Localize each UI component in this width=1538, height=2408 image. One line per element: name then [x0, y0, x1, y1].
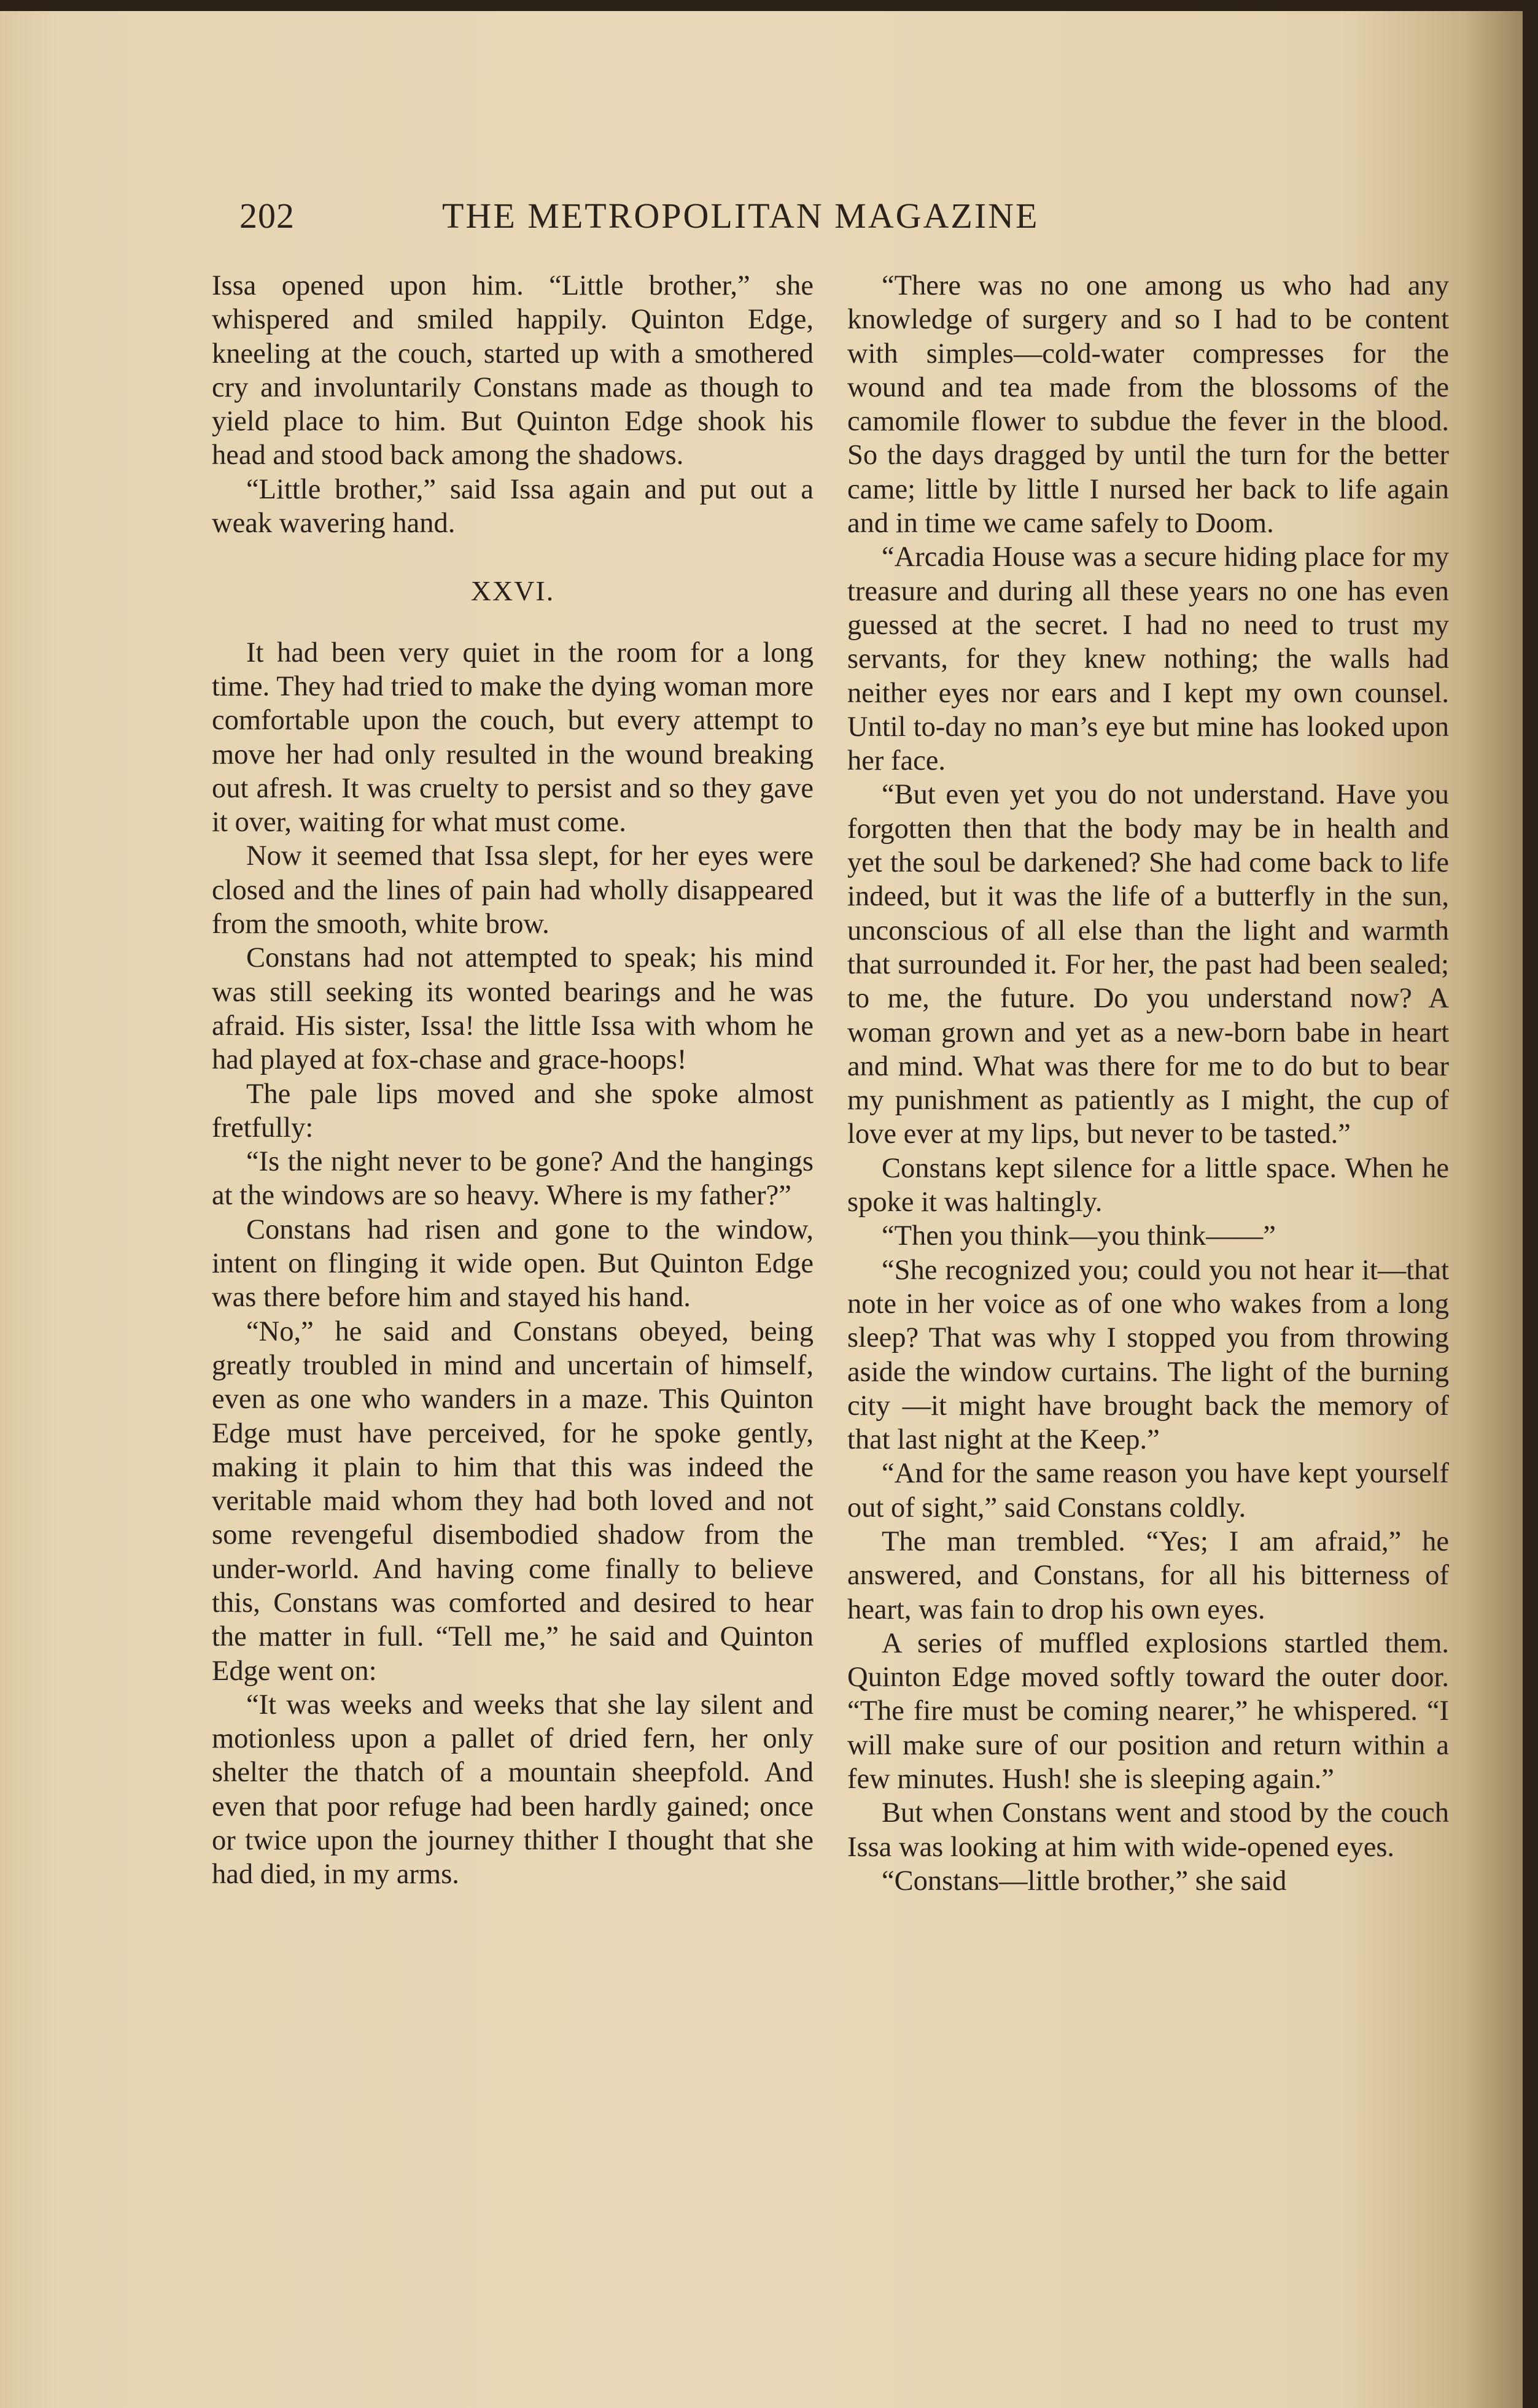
- paragraph: “And for the same reason you have kept yourself out of sight,” said Constans coldly.: [847, 1458, 1449, 1523]
- left-column: [212, 269, 814, 1892]
- paragraph: “Is the night never to be gone? And the hangings at the windows are so heavy. Where is my father?”: [212, 1146, 814, 1212]
- paragraph: “Constans—little brother,” she said: [882, 1865, 1287, 1897]
- paragraph: But when Constans went and stood by the couch Issa was looking at him with wide-opened eyes.: [847, 1797, 1449, 1863]
- page-number: 202: [239, 196, 295, 236]
- paragraph: A series of muffled explosions startled them. Quinton Edge moved softly toward the outer door. “The fire must be coming nearer,” he whispered. “I will make sure of our position and return within a few minutes. Hush! she is sleeping again.”: [847, 1627, 1449, 1795]
- paragraph: “It was weeks and weeks that she lay silent and motionless upon a pallet of dried fern, her only shelter the thatch of a mountain sheepfold. And even that poor refuge had been hardly gained; once or twice upon the journey thither I thought that she had died, in my arms.: [212, 1689, 814, 1891]
- paragraph: “There was no one among us who had any knowledge of surgery and so I had to be content with simples—cold-water compresses for the wound and tea made from the blossoms of the camomile flower to subdue the fever in the blood. So the days dragged by until the turn for the better came; little by little I nursed her back to life again and in time we came safely to Doom.: [847, 270, 1449, 540]
- magazine-title: THE METROPOLITAN MAGAZINE: [442, 196, 1039, 236]
- paragraph: “No,” he said and Constans obeyed, being greatly troubled in mind and uncertain of himself, even as one who wanders in a maze. This Quinton Edge must have perceived, for he spoke gently, making it plain to him that this was indeed the veritable maid whom they had both loved and not some revengeful disembodied shadow from the under-world. And having come finally to believe this, Constans was comforted and desired to hear the matter in full. “Tell me,” he said and Quinton Edge went on:: [212, 1315, 814, 1687]
- paragraph: “But even yet you do not understand. Have you forgotten then that the body may be in health and yet the soul be darkened? She had come back to life indeed, but it was the life of a butterfly in the sun, unconscious of all else than the light and warmth that surrounded it. For her, the past had been sealed; to me, the future. Do you understand now? A woman grown and yet as a new-born babe in heart and mind. What was there for me to do but to bear my punishment as patiently as I might, the cup of love ever at my lips, but never to be tasted.”: [847, 779, 1449, 1150]
- paragraph: The pale lips moved and she spoke almost fretfully:: [212, 1078, 814, 1144]
- running-header: [239, 195, 1467, 236]
- chapter-heading: XXVI.: [470, 575, 555, 607]
- paragraph: The man trembled. “Yes; I am afraid,” he answered, and Constans, for all his bitterness of heart, was fain to drop his own eyes.: [847, 1525, 1449, 1625]
- paragraph: “Then you think—you think——”: [882, 1220, 1276, 1252]
- paragraph: Constans had risen and gone to the window, intent on flinging it wide open. But Quinton Edge was there before him and stayed his hand.: [212, 1214, 814, 1314]
- paragraph: It had been very quiet in the room for a long time. They had tried to make the dying woman more comfortable upon the couch, but every attempt to move her had only resulted in the wound breaking out afresh. It was cruelty to persist and so they gave it over, waiting for what must come.: [212, 637, 814, 838]
- magazine-page: [0, 11, 1523, 2408]
- right-column: [847, 269, 1449, 1898]
- paragraph: Constans had not attempted to speak; his mind was still seeking its wonted bearings and he was afraid. His sister, Issa! the little Issa with whom he had played at fox-chase and grace-hoops!: [212, 942, 814, 1076]
- paragraph: Issa opened upon him. “Little brother,” she whispered and smiled happily. Quinton Edge, kneeling at the couch, started up with a smothered cry and involuntarily Constans made as though to yield place to him. But Quinton Edge shook his head and stood back among the shadows.: [212, 270, 814, 471]
- paragraph: Now it seemed that Issa slept, for her eyes were closed and the lines of pain had wholly disappeared from the smooth, white brow.: [212, 840, 814, 940]
- paragraph: Constans kept silence for a little space. When he spoke it was haltingly.: [847, 1152, 1449, 1218]
- paragraph: “Little brother,” said Issa again and put out a weak wavering hand.: [212, 473, 814, 540]
- paragraph: “Arcadia House was a secure hiding place for my treasure and during all these years no one has even guessed at the secret. I had no need to trust my servants, for they knew nothing; the walls had neither eyes nor ears and I kept my own counsel. Until to-day no man’s eye but mine has looked upon her face.: [847, 541, 1449, 777]
- paragraph: “She recognized you; could you not hear it—that note in her voice as of one who wakes from a long sleep? That was why I stopped you from throwing aside the window curtains. The light of the burning city —it might have brought back the memory of that last night at the Keep.”: [847, 1254, 1449, 1456]
